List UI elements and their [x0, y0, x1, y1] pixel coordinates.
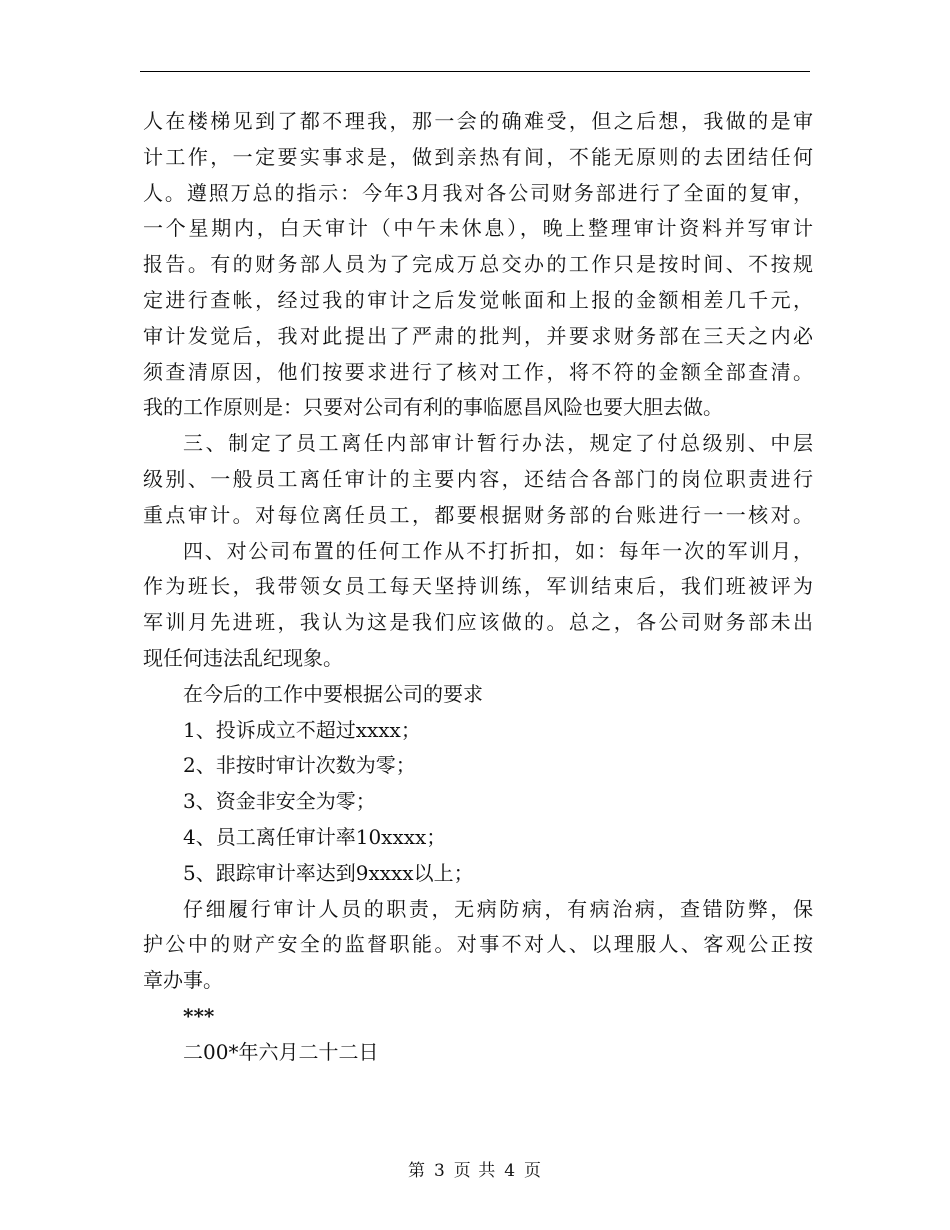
- paragraph-line: 定进行查帐，经过我的审计之后发觉帐面和上报的金额相差几千元，: [143, 287, 813, 312]
- paragraph-line: 审计发觉后，我对此提出了严肃的批判，并要求财务部在三天之内必: [143, 323, 813, 348]
- paragraph-line: 军训月先进班，我认为这是我们应该做的。总之，各公司财务部未出: [143, 610, 813, 635]
- paragraph-line: 四、对公司布置的任何工作从不打折扣，如：每年一次的军训月，: [183, 538, 813, 563]
- paragraph-line: 三、制定了员工离任内部审计暂行办法，规定了付总级别、中层: [183, 431, 813, 456]
- page-footer: [0, 1156, 950, 1181]
- paragraph-line: 作为班长，我带领女员工每天坚持训练，军训结束后，我们班被评为: [143, 574, 813, 599]
- list-item: 4、员工离任审计率10xxxx；: [183, 824, 447, 849]
- paragraph-line: 报告。有的财务部人员为了完成万总交办的工作只是按时间、不按规: [143, 252, 813, 277]
- paragraph-line: 须查清原因，他们按要求进行了核对工作，将不符的金额全部查清。: [143, 359, 813, 384]
- list-item: 5、跟踪审计率达到9xxxx以上；: [183, 860, 474, 885]
- footer-suffix: 页: [524, 1161, 543, 1181]
- footer-mid: 页 共: [453, 1161, 497, 1181]
- paragraph-line: 护公中的财产安全的监督职能。对事不对人、以理服人、客观公正按: [143, 932, 813, 957]
- list-item: 3、资金非安全为零；: [183, 789, 376, 814]
- paragraph-line: 我的工作原则是：只要对公司有利的事临愿昌风险也要大胆去做。: [143, 395, 723, 420]
- paragraph-line: 级别、一般员工离任审计的主要内容，还结合各部门的岗位职责进行: [143, 466, 813, 491]
- paragraph-line: 章办事。: [143, 968, 223, 993]
- paragraph-line: 一个星期内，白天审计（中午未休息），晚上整理审计资料并写审计: [143, 216, 813, 241]
- list-item: 1、投诉成立不超过xxxx；: [183, 717, 421, 742]
- footer-prefix: 第: [407, 1161, 426, 1181]
- footer-total-pages: 4: [504, 1161, 517, 1181]
- paragraph-line: 人。遵照万总的指示：今年3月我对各公司财务部进行了全面的复审，: [143, 180, 813, 205]
- paragraph-line: 计工作，一定要实事求是，做到亲热有间，不能无原则的去团结任何: [143, 144, 813, 169]
- paragraph-line: 在今后的工作中要根据公司的要求: [183, 681, 483, 706]
- header-rule: [140, 71, 810, 72]
- signature-date: 二00*年六月二十二日: [183, 1039, 379, 1064]
- signature-name: ***: [183, 1003, 215, 1028]
- document-body: [143, 104, 813, 1071]
- list-item: 2、非按时审计次数为零；: [183, 753, 416, 778]
- paragraph-line: 现任何违法乱纪现象。: [143, 645, 343, 670]
- footer-page-number: 3: [433, 1161, 446, 1181]
- paragraph-line: 仔细履行审计人员的职责，无病防病，有病治病，查错防弊，保: [183, 896, 813, 921]
- paragraph-line: 人在楼梯见到了都不理我，那一会的确难受，但之后想，我做的是审: [143, 109, 813, 133]
- paragraph-line: 重点审计。对每位离任员工，都要根据财务部的台账进行一一核对。: [143, 502, 813, 527]
